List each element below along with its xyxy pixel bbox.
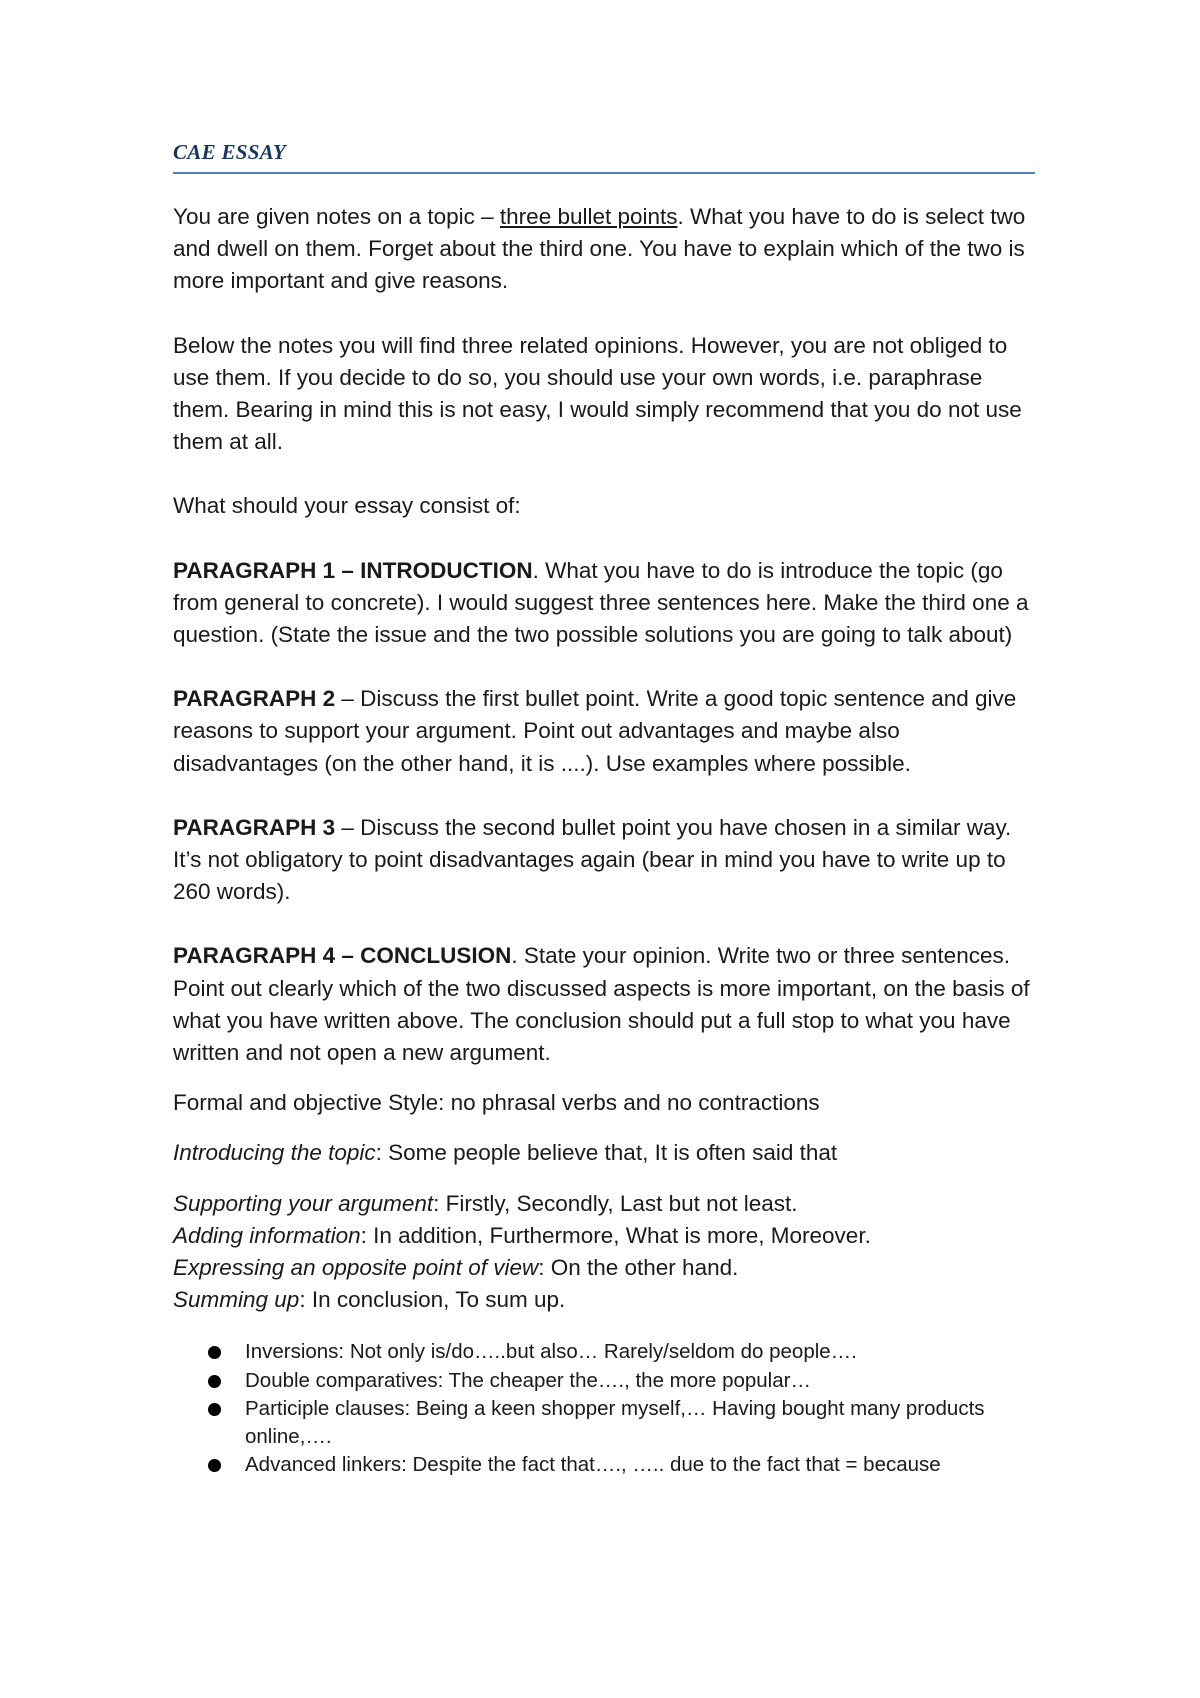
linker-line bbox=[173, 1284, 1035, 1316]
intro-paragraph bbox=[173, 201, 1035, 298]
list-item bbox=[245, 1338, 1035, 1366]
paragraph-1-description bbox=[173, 555, 1035, 652]
question-paragraph: What should your essay consist of: bbox=[173, 493, 521, 519]
linker-label: Supporting your argument bbox=[173, 1190, 434, 1216]
linker-label: Expressing an opposite point of view bbox=[173, 1255, 539, 1281]
paragraph-2-heading: PARAGRAPH 2 bbox=[173, 686, 336, 712]
bullet-icon bbox=[208, 1403, 221, 1416]
document-title: CAE ESSAY bbox=[173, 140, 1035, 174]
introducing-topic-text: : Some people believe that, It is often said that bbox=[375, 1140, 838, 1166]
paragraph-4-heading: PARAGRAPH 4 – CONCLUSION bbox=[173, 943, 512, 969]
linker-line bbox=[173, 1220, 1035, 1252]
bullet-text: Inversions: Not only is/do…..but also… Rarely/seldom do people…. bbox=[245, 1340, 857, 1364]
paragraph-2-text: – Discuss the first bullet point. Write a good topic sentence and give reasons to support your argument. Point out advantages and maybe also disadvantages (on the other hand, it is ....). Use examples where possible. bbox=[173, 686, 1017, 776]
linker-text: : In conclusion, To sum up. bbox=[299, 1287, 566, 1313]
intro-text-1: You are given notes on a topic – bbox=[173, 204, 500, 229]
intro-text-2: . What you have to do is select two and dwell on them. Forget about the third one. You have to explain which of the two is more important and give reasons. bbox=[173, 204, 1026, 294]
list-item bbox=[245, 1395, 1035, 1451]
paragraph-1-text: . What you have to do is introduce the topic (go from general to concrete). I would suggest three sentences here. Make the third one a question. (State the issue and the two possible solutions you are going to talk about) bbox=[173, 557, 1029, 648]
paragraph-3-heading: PARAGRAPH 3 bbox=[173, 814, 336, 840]
intro-underlined-text: three bullet points bbox=[499, 204, 678, 229]
linker-text: : In addition, Furthermore, What is more, Moreover. bbox=[360, 1222, 871, 1248]
opinions-paragraph: Below the notes you will find three related opinions. However, you are not obliged to use them. If you decide to do so, you should use your own words, i.e. paraphrase them. Bearing in mind this is not easy, I would simply recommend that you do not use them at all. bbox=[173, 332, 1022, 455]
introducing-topic-line bbox=[173, 1137, 1035, 1169]
linker-text: : Firstly, Secondly, Last but not least. bbox=[433, 1190, 798, 1216]
paragraph-1-heading: PARAGRAPH 1 – INTRODUCTION bbox=[173, 557, 533, 583]
linker-line bbox=[173, 1188, 1035, 1220]
bullet-text: Participle clauses: Being a keen shopper myself,… Having bought many products online,…. bbox=[245, 1396, 985, 1449]
paragraph-3-text: – Discuss the second bullet point you have chosen in a similar way. It’s not obligatory to point disadvantages again (bear in mind you have to write up to 260 words). bbox=[173, 814, 1012, 905]
paragraph-4-text: . State your opinion. Write two or three sentences. Point out clearly which of the two discussed aspects is more important, on the basis of what you have written above. The conclusion should put a full stop to what you have written and not open a new argument. bbox=[173, 943, 1030, 1066]
linker-label: Summing up bbox=[173, 1287, 300, 1313]
bullet-icon bbox=[208, 1346, 221, 1359]
grammar-bullet-list bbox=[173, 1338, 1035, 1479]
document-page bbox=[173, 140, 1035, 1480]
linker-text: : On the other hand. bbox=[538, 1255, 739, 1281]
list-item bbox=[245, 1367, 1035, 1395]
bullet-icon bbox=[208, 1375, 221, 1388]
introducing-topic-label: Introducing the topic bbox=[173, 1140, 376, 1166]
bullet-icon bbox=[208, 1459, 221, 1472]
style-note: Formal and objective Style: no phrasal verbs and no contractions bbox=[173, 1090, 820, 1116]
list-item bbox=[245, 1451, 1035, 1479]
paragraph-2-description bbox=[173, 683, 1035, 780]
linker-line bbox=[173, 1252, 1035, 1284]
linker-label: Adding information bbox=[173, 1222, 361, 1248]
paragraph-3-description bbox=[173, 812, 1035, 909]
paragraph-4-description bbox=[173, 940, 1035, 1069]
linkers-block bbox=[173, 1188, 1035, 1317]
bullet-text: Advanced linkers: Despite the fact that…., ….. due to the fact that = because bbox=[245, 1453, 941, 1477]
bullet-text: Double comparatives: The cheaper the…., the more popular… bbox=[245, 1368, 811, 1392]
